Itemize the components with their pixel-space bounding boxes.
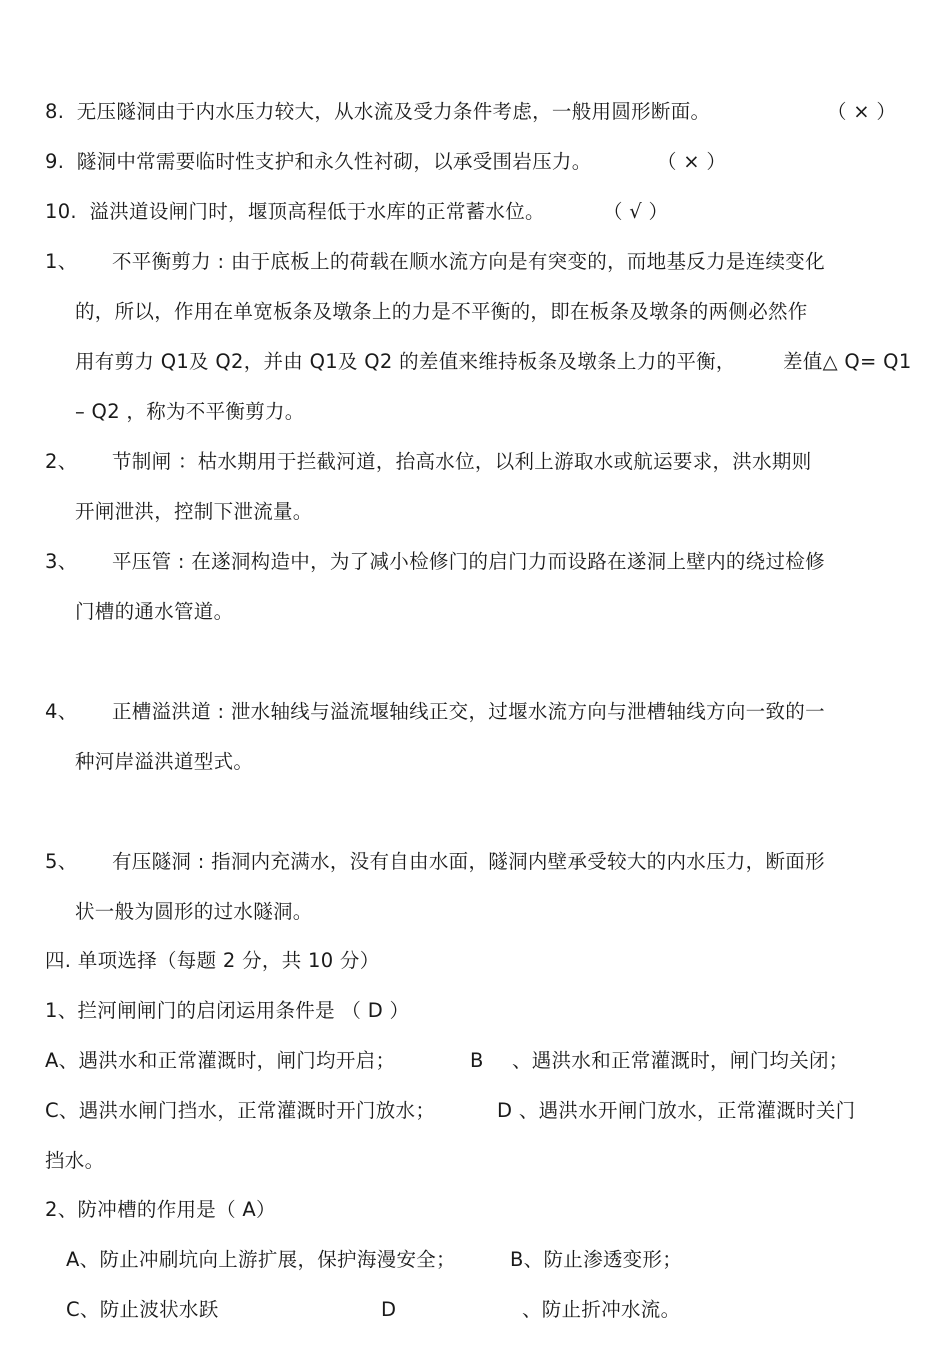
- term-line: 正槽溢洪道 : 泄水轴线与溢流堰轴线正交，过堰水流方向与泄槽轴线方向一致的一: [112, 700, 825, 723]
- option-c: C、遇洪水闸门挡水，正常灌溉时开门放水；: [45, 1099, 436, 1122]
- option-d-letter: D: [381, 1298, 397, 1321]
- term-number: 5、: [45, 850, 78, 873]
- term-number: 1、: [45, 250, 78, 273]
- tf-item-8: [45, 99, 915, 125]
- term-line: 开闸泄洪，控制下泄流量。: [75, 500, 313, 523]
- tf-item-10: [45, 199, 915, 225]
- question-stem: 2、防冲槽的作用是（ A）: [45, 1198, 276, 1221]
- term-line: 平压管 : 在遂洞构造中，为了减小检修门的启门力而设路在遂洞上壁内的绕过检修: [112, 550, 825, 573]
- option-d: D 、遇洪水开闸门放水，正常灌溉时关门: [497, 1099, 856, 1122]
- term-line: 节制闸 ：枯水期用于拦截河道，抬高水位，以利上游取水或航运要求，洪水期则: [112, 450, 812, 473]
- tf-item-9: [45, 149, 915, 175]
- tf-answer: （ × ）: [657, 150, 727, 173]
- term-line: 状一般为圆形的过水隧洞。: [75, 900, 313, 923]
- question-stem: 1、拦河闸闸门的启闭运用条件是 （ D ）: [45, 999, 410, 1022]
- term-number: 2、: [45, 450, 78, 473]
- term-line: 种河岸溢洪道型式。: [75, 750, 254, 773]
- term-line: 用有剪力 Q1及 Q2，并由 Q1及 Q2 的差值来维持板条及墩条上力的平衡，: [75, 350, 736, 373]
- option-b: 、遇洪水和正常灌溉时，闸门均关闭；: [512, 1049, 849, 1072]
- option-b: B、防止渗透变形；: [510, 1248, 683, 1271]
- term-line: 的，所以，作用在单宽板条及墩条上的力是不平衡的，即在板条及墩条的两侧必然作: [75, 300, 808, 323]
- term-line: – Q2 ，称为不平衡剪力。: [75, 400, 305, 423]
- term-line-tail: 差值△ Q= Q1: [783, 350, 912, 373]
- tf-text: 溢洪道设闸门时，堰顶高程低于水库的正常蓄水位。: [89, 200, 545, 223]
- option-d: 、防止折冲水流。: [522, 1298, 681, 1321]
- option-b-letter: B: [470, 1049, 484, 1072]
- tf-answer: （ × ）: [827, 100, 897, 123]
- term-line: 门槽的通水管道。: [75, 600, 234, 623]
- option-d-continued: 挡水。: [45, 1149, 105, 1172]
- option-a: A、防止冲刷坑向上游扩展，保护海漫安全；: [66, 1248, 456, 1271]
- term-line: 有压隧洞 : 指洞内充满水，没有自由水面，隧洞内壁承受较大的内水压力，断面形: [112, 850, 825, 873]
- option-c: C、防止波状水跃: [66, 1298, 219, 1321]
- tf-number: 10.: [45, 200, 77, 223]
- tf-number: 8.: [45, 100, 65, 123]
- term-number: 4、: [45, 700, 78, 723]
- term-number: 3、: [45, 550, 78, 573]
- tf-text: 隧洞中常需要临时性支护和永久性衬砌，以承受围岩压力。: [76, 150, 592, 173]
- tf-number: 9.: [45, 150, 65, 173]
- option-a: A、遇洪水和正常灌溉时，闸门均开启；: [45, 1049, 396, 1072]
- tf-answer: （ √ ）: [603, 200, 669, 223]
- section-heading: 四. 单项选择（每题 2 分，共 10 分）: [45, 949, 380, 972]
- term-line: 不平衡剪力 : 由于底板上的荷载在顺水流方向是有突变的，而地基反力是连续变化: [112, 250, 825, 273]
- tf-text: 无压隧洞由于内水压力较大，从水流及受力条件考虑，一般用圆形断面。: [76, 100, 711, 123]
